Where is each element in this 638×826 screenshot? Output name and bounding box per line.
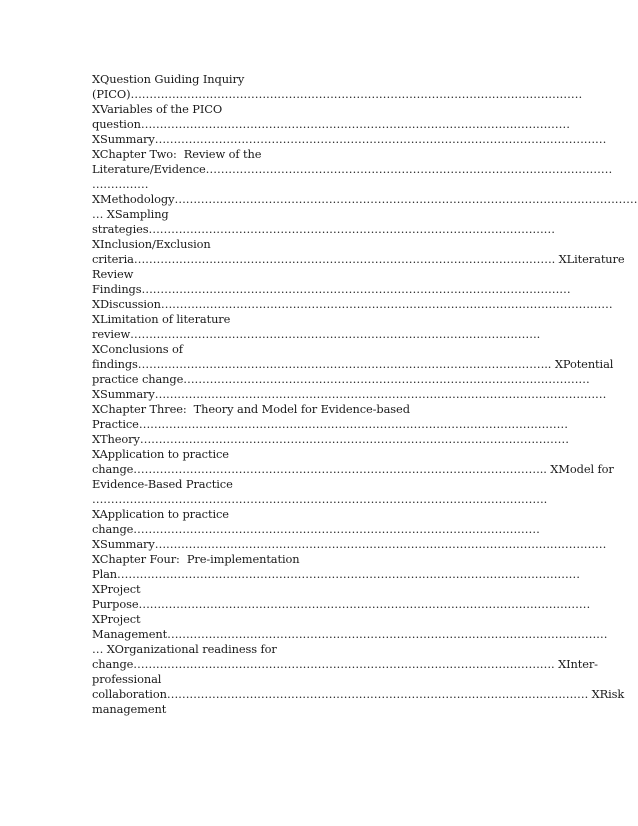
toc-line: Purpose…………………………………………………………………………………………………………: [92, 597, 591, 611]
toc-line: (PICO)…………………………………………………………………………………………………………: [92, 87, 583, 101]
toc-line: XSummary…………………………………………………………………………………………………………: [92, 132, 607, 146]
toc-line: XChapter Two: Review of the: [92, 147, 262, 161]
toc-line: XConclusions of: [92, 342, 183, 356]
toc-line: question……………………………………………………………………………………………………: [92, 117, 570, 131]
toc-line: ……………: [92, 177, 149, 191]
toc-line: XLimitation of literature: [92, 312, 231, 326]
toc-line: XProject: [92, 612, 141, 626]
toc-line: Management………………………………………………………………………………………………………: [92, 627, 608, 641]
toc-line: collaboration…………………………………………………………………………………………………. XRisk: [92, 687, 625, 701]
toc-line: Literature/Evidence………………………………………………………………………………………………: [92, 162, 613, 176]
toc-line: XApplication to practice: [92, 447, 229, 461]
toc-line: XProject: [92, 582, 141, 596]
toc-line: strategies………………………………………………………………………………………………: [92, 222, 555, 236]
toc-line: ………………………………………………………………………………………………………….: [92, 492, 548, 506]
toc-line: Review: [92, 267, 134, 281]
toc-line: criteria…………………………………………………………………………………………………. XLiterature: [92, 252, 625, 266]
toc-line: XChapter Four: Pre-implementation: [92, 552, 300, 566]
toc-line: XChapter Three: Theory and Model for Evidence-based: [92, 402, 410, 416]
toc-line: XVariables of the PICO: [92, 102, 223, 116]
toc-line: XDiscussion…………………………………………………………………………………………………………: [92, 297, 613, 311]
toc-line: management: [92, 702, 167, 716]
toc-line: … XSampling: [92, 207, 169, 221]
toc-line: XApplication to practice: [92, 507, 229, 521]
toc-line: change………………………………………………………………………………………………: [92, 522, 540, 536]
toc-line: change…………………………………………………………………………………………………. XInter-: [92, 657, 598, 671]
toc-line: XQuestion Guiding Inquiry: [92, 72, 245, 86]
toc-line: XTheory……………………………………………………………………………………………………: [92, 432, 569, 446]
toc-line: review……………………………………………………………………………………………….: [92, 327, 541, 341]
toc-line: XSummary…………………………………………………………………………………………………………: [92, 387, 607, 401]
toc-line: practice change………………………………………………………………………………………………: [92, 372, 590, 386]
toc-line: XInclusion/Exclusion: [92, 237, 211, 251]
toc-line: Practice……………………………………………………………………………………………………: [92, 417, 568, 431]
toc-line: XMethodology……………………………………………………………………………………………………………: [92, 192, 638, 206]
table-of-contents: [92, 72, 638, 717]
toc-line: Evidence-Based Practice: [92, 477, 233, 491]
toc-line: Plan……………………………………………………………………………………………………………: [92, 567, 580, 581]
toc-line: Findings……………………………………………………………………………………………………: [92, 282, 571, 296]
toc-line: professional: [92, 672, 162, 686]
toc-line: XSummary…………………………………………………………………………………………………………: [92, 537, 607, 551]
toc-line: findings……………………………………………………………………………………………….. XPotential: [92, 357, 614, 371]
toc-line: change……………………………………………………………………………………………….. XModel for: [92, 462, 614, 476]
toc-line: … XOrganizational readiness for: [92, 642, 277, 656]
